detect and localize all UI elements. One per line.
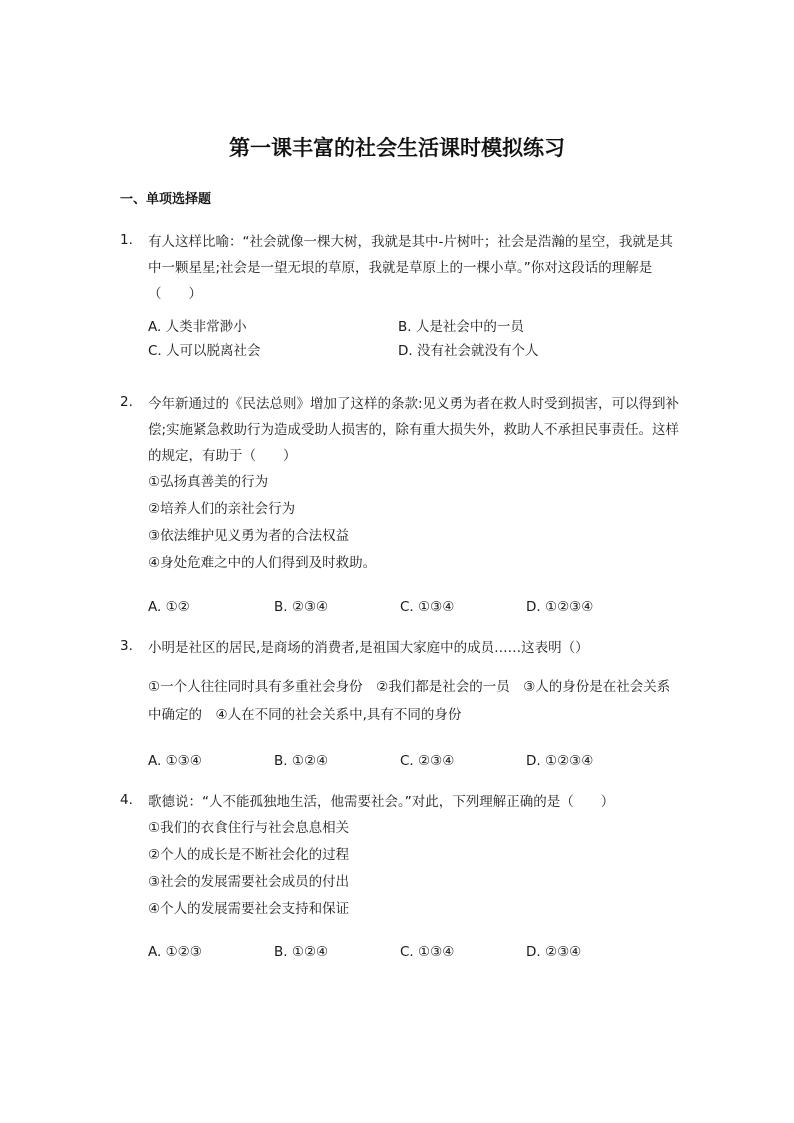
option-d: D. ②③④ — [526, 944, 582, 960]
section-heading: 一、单项选择题 — [120, 192, 212, 207]
question-2-options — [120, 597, 680, 617]
statement-1: ①弘扬真善美的行为 — [148, 474, 269, 490]
option-list — [148, 751, 680, 771]
question-number: 2. — [120, 394, 133, 410]
option-a: A. ①②③ — [148, 944, 202, 960]
option-list — [148, 942, 680, 962]
question-number: 1. — [120, 232, 133, 248]
question-stem: 小明是社区的居民,是商场的消费者,是祖国大家庭中的成员……这表明（） — [148, 640, 589, 656]
question-number: 3. — [120, 638, 133, 654]
statement-paragraph: ①一个人往往同时具有多重社会身份 ②我们都是社会的一员 ③人的身份是在社会关系中确定的 ④人在不同的社会关系中,具有不同的身份 — [148, 679, 671, 723]
question-stem: 今年新通过的《民法总则》增加了这样的条款:见义勇为者在救人时受到损害，可以得到补偿;实施紧急救助行为造成受助人损害的，除有重大损失外，救助人不承担民事责任。这样的规定，有助于（ ） — [148, 396, 680, 464]
statement-2: ②培养人们的亲社会行为 — [148, 501, 296, 517]
option-c: C. ②③④ — [400, 753, 455, 769]
option-c: C. ①③④ — [400, 599, 455, 615]
option-c: C. 人可以脱离社会 — [148, 343, 261, 359]
question-stem: 有人这样比喻：“社会就像一棵大树，我就是其中-片树叶；社会是浩瀚的星空，我就是其中一颗星星;社会是一望无垠的草原，我就是草原上的一棵小草。”你对这段话的理解是（ ） — [148, 234, 673, 302]
question-stem: 歌德说：“人不能孤独地生活，他需要社会。”对此，下列理解正确的是（ ） — [148, 794, 615, 810]
question-3-options — [120, 751, 680, 771]
question-2 — [120, 391, 680, 577]
option-d: D. ①②③④ — [526, 599, 594, 615]
option-c: C. ①③④ — [400, 944, 455, 960]
statement-3: ③依法维护见义勇为者的合法权益 — [148, 528, 350, 544]
question-4 — [120, 789, 680, 923]
option-a: A. ①② — [148, 599, 190, 615]
statement-3: ③社会的发展需要社会成员的付出 — [148, 874, 350, 890]
statement-4: ④个人的发展需要社会支持和保证 — [148, 901, 350, 917]
question-4-options — [120, 942, 680, 962]
question-1 — [120, 229, 680, 361]
option-d: D. 没有社会就没有个人 — [398, 343, 539, 359]
question-3 — [120, 635, 680, 729]
option-list — [148, 597, 680, 617]
statement-1: ①我们的衣食住行与社会息息相关 — [148, 820, 350, 836]
option-a: A. ①③④ — [148, 753, 202, 769]
option-a: A. 人类非常渺小 — [148, 319, 247, 335]
option-b: B. ①②④ — [274, 944, 329, 960]
option-d: D. ①②③④ — [526, 753, 594, 769]
document-title: 第一课丰富的社会生活课时模拟练习 — [229, 135, 565, 160]
option-b: B. ②③④ — [274, 599, 329, 615]
statement-4: ④身处危难之中的人们得到及时救助。 — [148, 555, 377, 571]
option-list — [148, 317, 680, 361]
question-number: 4. — [120, 792, 133, 808]
option-b: B. 人是社会中的一员 — [398, 319, 524, 335]
option-b: B. ①②④ — [274, 753, 329, 769]
statement-2: ②个人的成长是不断社会化的过程 — [148, 847, 350, 863]
